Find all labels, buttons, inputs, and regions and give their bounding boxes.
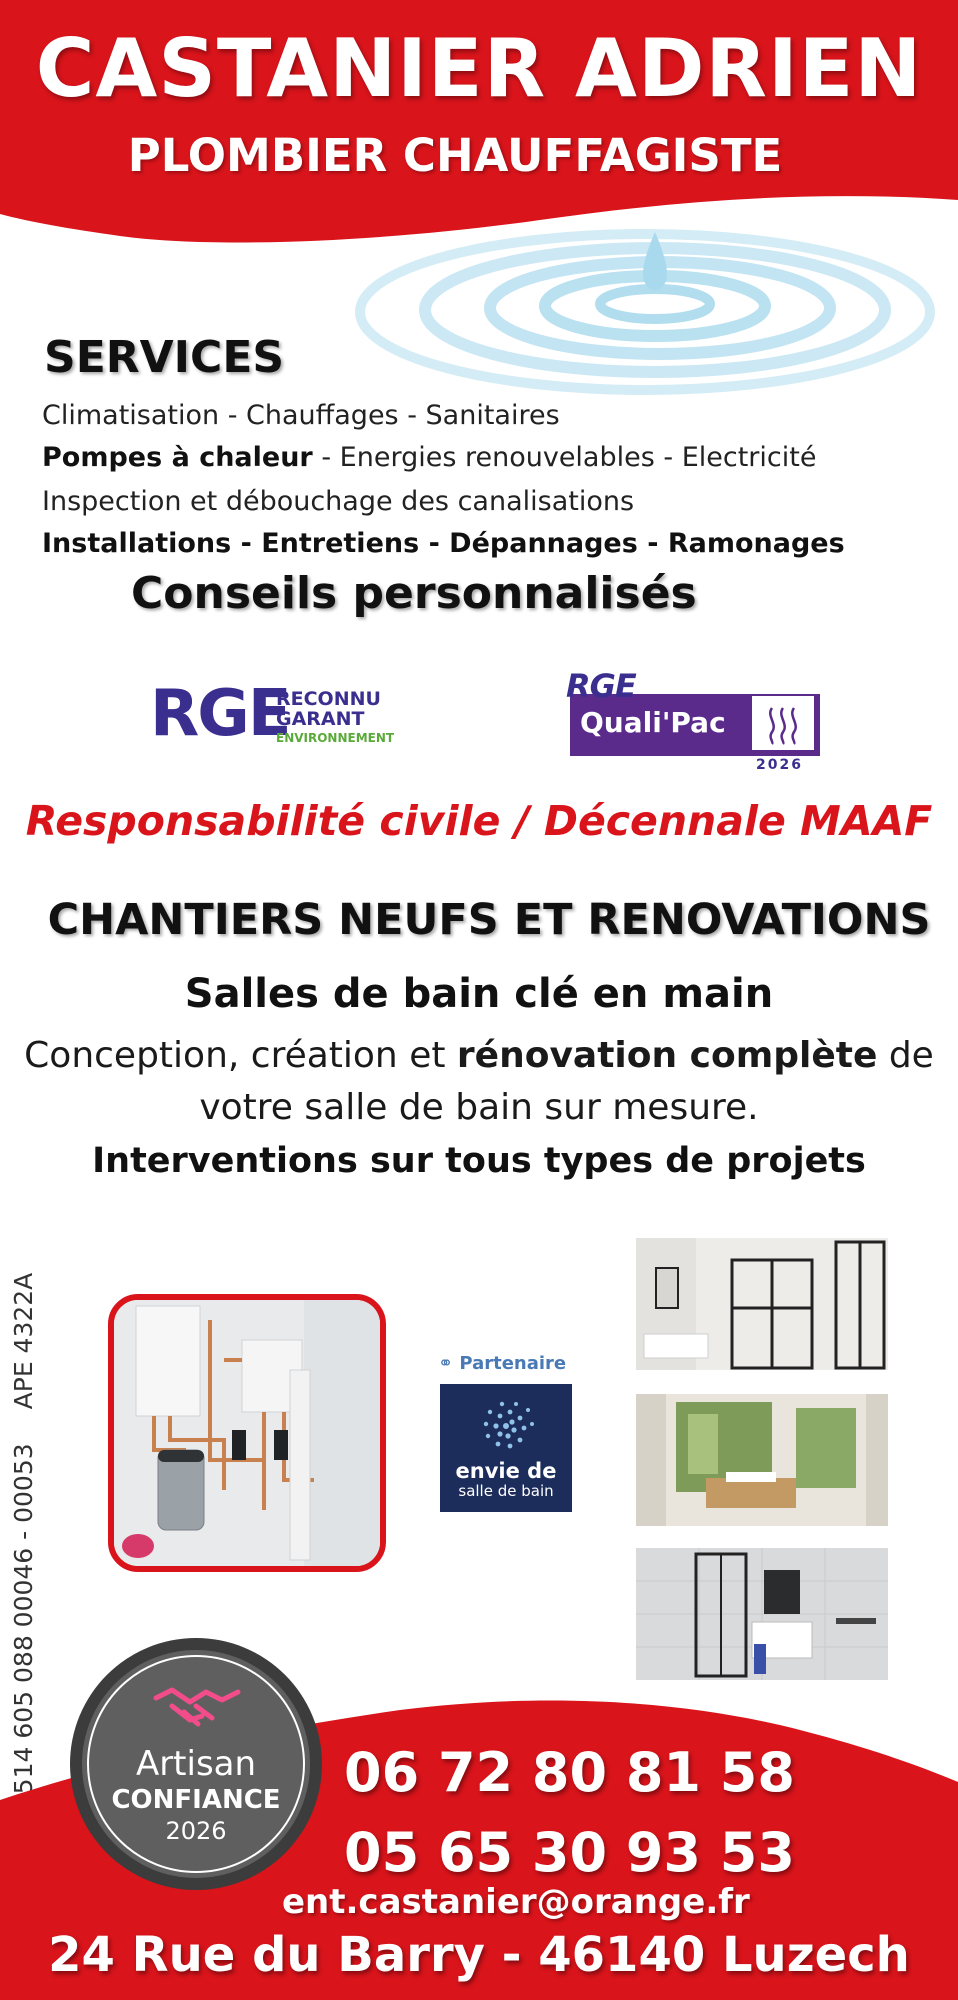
handshake-icon: ⚭ [438, 1353, 460, 1374]
ape-code: APE 4322A [9, 1272, 38, 1410]
rge-acronym: RGE [150, 677, 290, 751]
service-line-rest: - Energies renouvelables - Electricité [312, 442, 817, 473]
projects-heading: CHANTIERS NEUFS ET RENOVATIONS [47, 895, 931, 945]
badge-year: 2026 [165, 1817, 227, 1845]
service-line-climatisation: Climatisation - Chauffages - Sanitaires [42, 400, 560, 431]
insurance-statement: Responsabilité civile / Décennale MAAF [25, 797, 933, 845]
rge-logo [150, 677, 400, 751]
projects-subheading: Salles de bain clé en main [184, 971, 774, 1017]
business-trade: PLOMBIER CHAUFFAGISTE [127, 129, 783, 182]
service-highlight: Pompes à chaleur [42, 442, 313, 473]
phone-mobile[interactable]: 06 72 80 81 58 [344, 1741, 795, 1804]
partner-logo [440, 1384, 572, 1512]
partner-label-text: Partenaire [459, 1353, 567, 1374]
swirl-icon [472, 1392, 540, 1460]
rge-environnement: ENVIRONNEMENT [276, 731, 395, 745]
bathroom-photo-1 [636, 1238, 888, 1370]
qualipac-rge: RGE [566, 667, 636, 705]
bathroom-photo-3 [636, 1548, 888, 1680]
partner-label [438, 1352, 566, 1376]
services-heading: SERVICES [44, 332, 285, 383]
conseils-tagline: Conseils personnalisés [131, 568, 697, 619]
service-line-pompes [42, 438, 816, 478]
bathroom-photo-2 [636, 1394, 888, 1526]
qualipac-year: 2026 [756, 757, 803, 773]
boiler-installation-photo [108, 1294, 386, 1572]
rge-garant: GARANT [276, 708, 365, 730]
projects-description [0, 1030, 958, 1134]
email-address[interactable]: ent.castanier@orange.fr [282, 1882, 750, 1922]
projects-interventions: Interventions sur tous types de projets [92, 1141, 866, 1181]
heat-waves-icon [752, 696, 814, 750]
postal-address: 24 Rue du Barry - 46140 Luzech [48, 1927, 910, 1983]
partner-subtitle: salle de bain [458, 1482, 554, 1500]
partner-name: envie de [455, 1459, 557, 1483]
qualipac-name: Quali'Pac [580, 706, 726, 739]
qualipac-logo [566, 668, 826, 778]
phone-landline[interactable]: 05 65 30 93 53 [344, 1821, 795, 1884]
desc-part2: de votre salle de bain sur mesure. [199, 1035, 934, 1128]
badge-confiance: CONFIANCE [111, 1785, 281, 1815]
rge-reconnu: RECONNU [276, 688, 381, 710]
siret-number: Siret 514 605 088 00046 - 00053 [9, 1443, 38, 1860]
service-line-installations: Installations - Entretiens - Dépannages - Ramonages [42, 528, 845, 559]
badge-artisan: Artisan [135, 1744, 257, 1784]
desc-part1: Conception, création et [24, 1035, 457, 1076]
artisan-confiance-badge [68, 1636, 324, 1892]
desc-bold: rénovation complète [456, 1035, 878, 1076]
business-name: CASTANIER ADRIEN [35, 22, 923, 115]
water-drop-ripple-illustration [355, 222, 955, 402]
service-line-inspection: Inspection et débouchage des canalisations [42, 486, 635, 517]
